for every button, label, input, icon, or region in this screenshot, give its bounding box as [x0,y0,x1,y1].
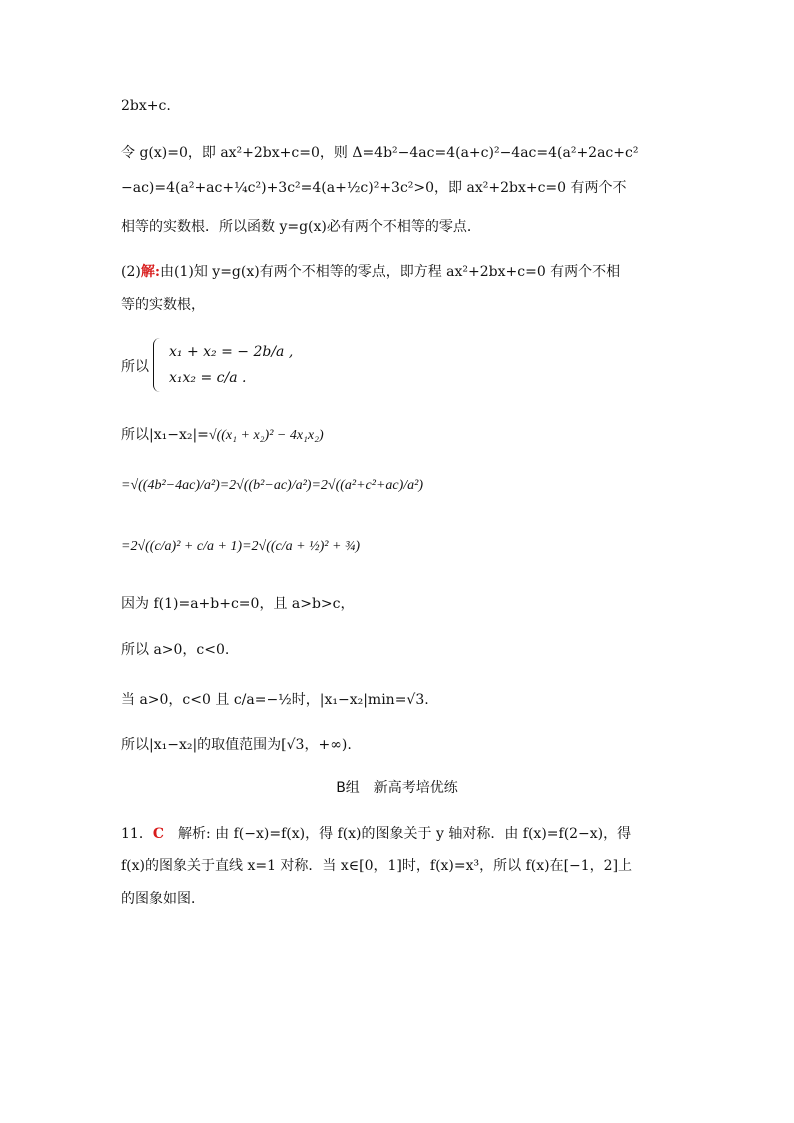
text-line-5 [121,262,681,282]
system-prefix: 所以 [121,359,149,375]
text-line-15-rest: 解析: 由 f(−x)=f(x)，得 f(x)的图象关于 y 轴对称．由 f(x)=f(2−x)，得 [177,826,632,842]
text-line-17: 的图象如图． [121,891,205,907]
text-line-13: 当 a>0，c<0 且 c/a=−½时，|x₁−x₂|min=√3. [121,692,429,708]
text-line-8-prefix: 所以|x₁−x₂|= [121,427,209,443]
solution-label: 解: [140,264,161,280]
text-line-1: 2bx+c. [121,98,171,114]
radical-expression-2: =√((4b²−4ac)/a²)=2√((b²−ac)/a²)=2√((a²+c²+ac)/a²) [121,478,424,493]
text-line-2: 令 g(x)=0，即 ax²+2bx+c=0，则 Δ=4b²−4ac=4(a+c)²−4ac=4(a²+2ac+c² [121,145,639,161]
text-line-4: 相等的实数根．所以函数 y=g(x)必有两个不相等的零点． [121,219,481,235]
text-line-3: −ac)=4(a²+ac+¼c²)+3c²=4(a+½c)²+3c²>0，即 ax²+2bx+c=0 有两个不 [121,180,627,196]
text-line-12: 所以 a>0，c<0. [121,642,230,658]
text-line-15 [121,824,681,844]
text-line-11: 因为 f(1)=a+b+c=0，且 a>b>c， [121,596,355,612]
system-equation-2: x₁x₂ = c/a . [169,370,247,386]
radical-expression-1: √((x₁ + x₂)² − 4x₁x₂) [208,428,324,443]
equation-system [121,338,421,394]
system-equation-1: x₁ + x₂ = − 2b/a , [169,344,294,360]
answer-choice: C [152,826,164,842]
section-heading: B组 新高考培优练 [336,780,458,796]
radical-expression-3: =2√((c/a)² + c/a + 1)=2√((c/a + ½)² + ¾) [121,539,361,554]
text-line-16: f(x)的图象关于直线 x=1 对称．当 x∈[0，1]时，f(x)=x³，所以 f(x)在[−1，2]上 [121,858,633,874]
text-line-6: 等的实数根， [121,297,205,313]
text-line-14: 所以|x₁−x₂|的取值范围为[√3，+∞). [121,737,352,753]
text-line-5-rest: 由(1)知 y=g(x)有两个不相等的零点，即方程 ax²+2bx+c=0 有两个不相 [160,264,621,280]
text-line-8 [121,425,681,446]
part-label: (2) [121,264,141,280]
left-brace [153,338,160,392]
question-number: 11． [121,826,153,842]
